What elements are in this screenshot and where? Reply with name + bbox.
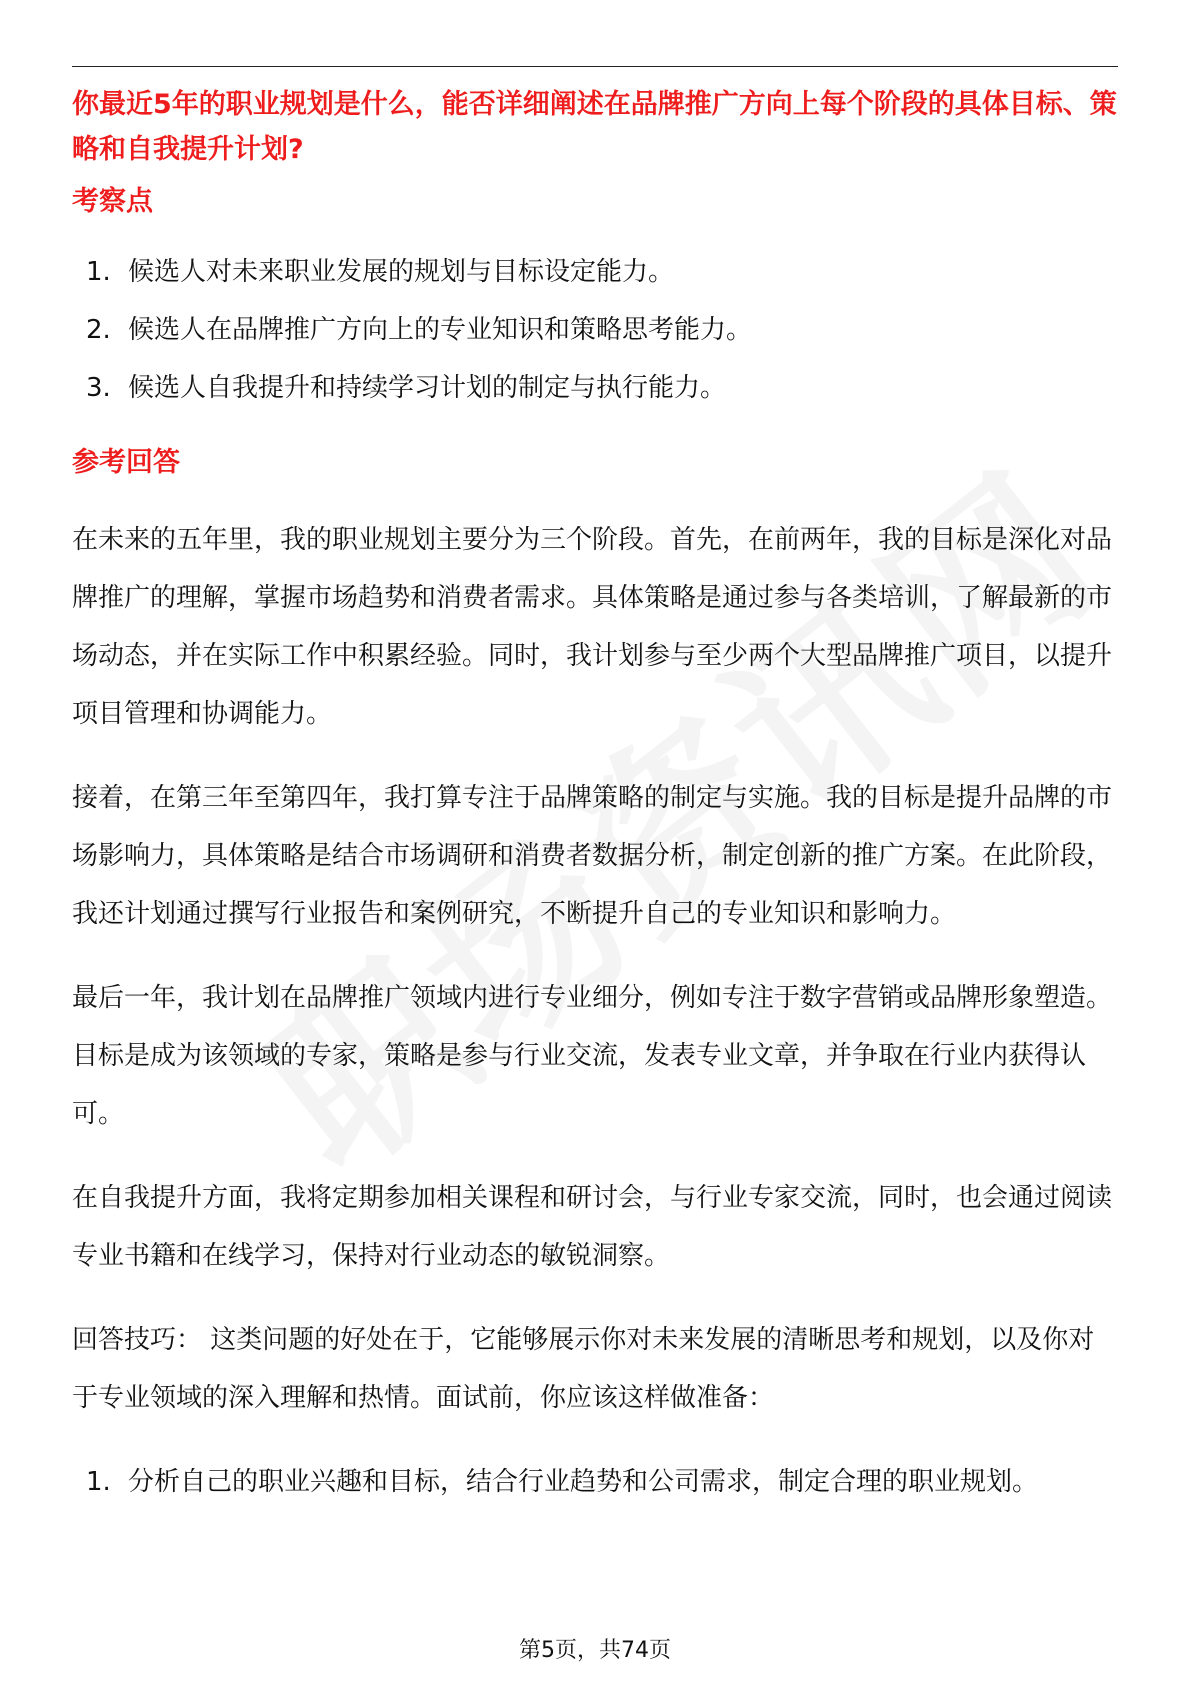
answer-section-title: 参考回答 (72, 447, 180, 478)
list-item-text: 候选人自我提升和持续学习计划的制定与执行能力。 (128, 373, 727, 403)
list-item-text: 候选人对未来职业发展的规划与目标设定能力。 (128, 257, 675, 287)
question-heading: 你最近5年的职业规划是什么，能否详细阐述在品牌推广方向上每个阶段的具体目标、策略和自我提升计划? (72, 89, 1117, 165)
answer-paragraph: 最后一年，我计划在品牌推广领域内进行专业细分，例如专注于数字营销或品牌形象塑造。目标是成为该领域的专家，策略是参与行业交流，发表专业文章，并争取在行业内获得认可。 (72, 983, 1113, 1129)
answer-paragraph: 在未来的五年里，我的职业规划主要分为三个阶段。首先，在前两年，我的目标是深化对品牌推广的理解，掌握市场趋势和消费者需求。具体策略是通过参与各类培训，了解最新的市场动态，并在实际工作中积累经验。同时，我计划参与至少两个大型品牌推广项目，以提升项目管理和协调能力。 (72, 525, 1113, 729)
answer-paragraph: 接着，在第三年至第四年，我打算专注于品牌策略的制定与实施。我的目标是提升品牌的市场影响力，具体策略是结合市场调研和消费者数据分析，制定创新的推广方案。在此阶段，我还计划通过撰写行业报告和案例研究，不断提升自己的专业知识和影响力。 (72, 783, 1113, 929)
page-number-footer: 第5页，共74页 (519, 1638, 671, 1663)
top-divider (72, 66, 1118, 67)
tips-list (72, 1453, 1118, 1511)
list-item: 1. 候选人对未来职业发展的规划与目标设定能力。 (86, 257, 675, 287)
list-item-text: 分析自己的职业兴趣和目标，结合行业趋势和公司需求，制定合理的职业规划。 (128, 1467, 1039, 1497)
list-item: 2. 候选人在品牌推广方向上的专业知识和策略思考能力。 (86, 315, 753, 345)
list-item: 3. 候选人自我提升和持续学习计划的制定与执行能力。 (86, 373, 727, 403)
list-item-text: 候选人在品牌推广方向上的专业知识和策略思考能力。 (128, 315, 753, 345)
focus-section-title: 考察点 (72, 186, 153, 217)
list-item: 1. 分析自己的职业兴趣和目标，结合行业趋势和公司需求，制定合理的职业规划。 (86, 1467, 1039, 1497)
answer-paragraph: 在自我提升方面，我将定期参加相关课程和研讨会，与行业专家交流，同时，也会通过阅读专业书籍和在线学习，保持对行业动态的敏锐洞察。 (72, 1183, 1113, 1271)
focus-list (72, 250, 1118, 411)
answer-tips-intro: 回答技巧： 这类问题的好处在于，它能够展示你对未来发展的清晰思考和规划，以及你对于专业领域的深入理解和热情。面试前，你应该这样做准备： (72, 1325, 1095, 1413)
document-body (72, 82, 1118, 1511)
